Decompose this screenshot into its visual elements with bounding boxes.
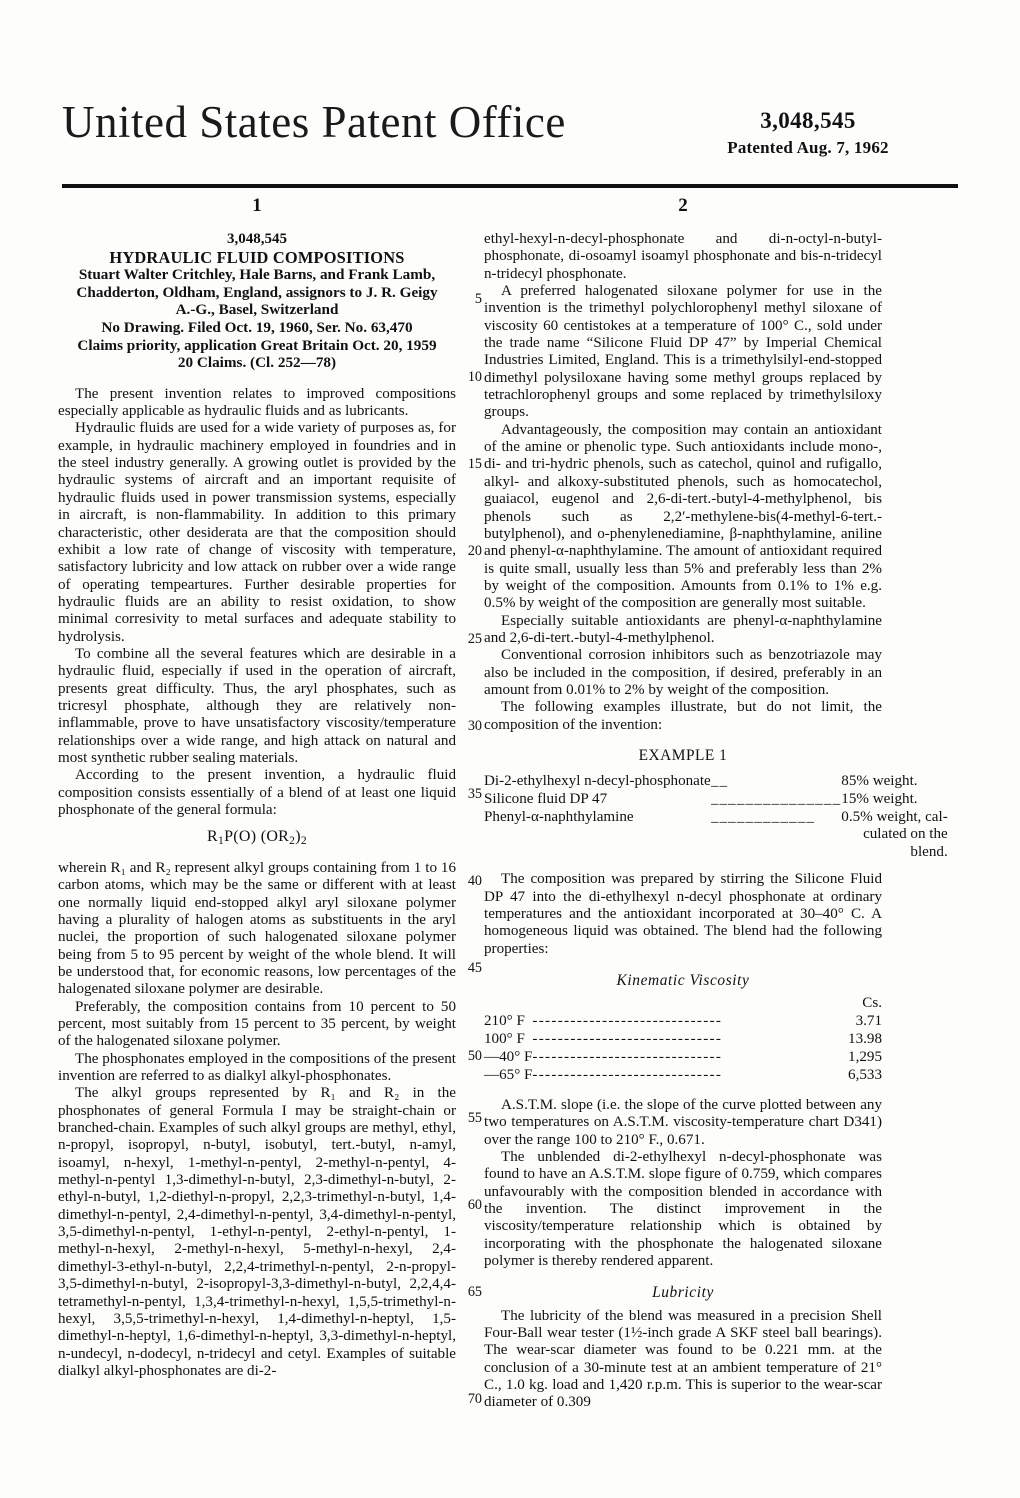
paragraph: Advantageously, the composition may contain an antioxidant of the amine or phenolic type. Such antioxidants include mono-, di- and tri-hydric phenols, such as catechol, quinol and rufigallo, alkyl- and alkoxy-substituted phenols, such as homocatechol, guaiacol, eugenol and 2,6-di-tert.-butyl-4-methylphenol, bis phenols such as 2,2′-methylene-bis(4-methyl-6-tert.-butylphenol), and o-phenylenediamine, β-naphthylamine, aniline and phenyl-α-naphthylamine. The amount of antioxidant required is quite small, usually less than 5% and preferably less than 2% by weight of the composition. Amounts from 0.1% to 1% e.g. 0.5% by weight of the composition are generally most suitable. xyxy=(484,421,882,612)
paragraph: The composition was prepared by stirring the Silicone Fluid DP 47 into the di-ethylhexyl n-decyl phosphonate at ordinary temperatures and the antioxidant incorporated at 30–40° C. A homogeneous liquid was obtained. The blend had the following properties: xyxy=(484,871,882,957)
line-number: 40 xyxy=(467,873,482,889)
leader-dashes: ------------------------------ xyxy=(532,1013,723,1030)
component-value: 15% weight. xyxy=(841,790,918,807)
kinematic-viscosity-heading: Kinematic Viscosity xyxy=(616,972,750,989)
paragraph: The lubricity of the blend was measured in a precision Shell Four-Ball wear tester (1½-inch grade A SKF steel ball bearings). The wear-scar diameter was found to be 0.221 mm. at the conclusion of a 30-minute test at an ambient temperature of 21° C., 1.0 kg. load and 1,420 r.p.m. This is superior to the wear-scar diameter of 0.309 xyxy=(484,1307,882,1411)
filing-info: No Drawing. Filed Oct. 19, 1960, Ser. No. 63,470 xyxy=(101,318,413,336)
leader-dots: _______________ xyxy=(710,790,842,807)
component-value: 0.5% weight, cal- xyxy=(841,808,948,825)
lubricity-heading: Lubricity xyxy=(652,1284,714,1302)
viscosity-value: 3.71 xyxy=(855,1013,882,1030)
line-number: 20 xyxy=(467,543,482,559)
line-number: 35 xyxy=(467,786,482,802)
patent-head-block xyxy=(58,231,456,372)
line-number: 25 xyxy=(467,631,482,647)
formula-close-sub: 2 xyxy=(300,835,307,848)
table-row xyxy=(484,1067,882,1085)
kinematic-viscosity-table xyxy=(484,995,882,1085)
viscosity-value: 6,533 xyxy=(848,1066,882,1083)
masthead xyxy=(62,97,958,176)
inventors-line-1: Stuart Walter Critchley, Hale Barns, and Frank Lamb, xyxy=(78,266,436,284)
formula-mid: P(O) (OR xyxy=(224,828,290,846)
temperature: 210° F xyxy=(484,1013,525,1030)
component-name: Silicone fluid DP 47 xyxy=(484,790,608,807)
paragraph: According to the present invention, a hydraulic fluid composition consists essentially of a blend of at least one liquid phosphonate of the general formula: xyxy=(58,767,456,818)
line-number: 70 xyxy=(467,1391,482,1407)
component-value-continuation: blend. xyxy=(910,843,948,860)
example-composition-table xyxy=(484,773,948,861)
formula-r1-sub: 1 xyxy=(218,835,225,848)
leader-dots: ____________ xyxy=(710,808,816,825)
leader-dashes: ------------------------------ xyxy=(532,1031,723,1048)
line-number: 50 xyxy=(467,1048,482,1064)
patent-title: HYDRAULIC FLUID COMPOSITIONS xyxy=(109,247,405,267)
line-number: 60 xyxy=(467,1197,482,1213)
inventors-line-2: Chadderton, Oldham, England, assignors to J. R. Geigy xyxy=(76,283,438,301)
chemical-formula xyxy=(58,828,456,851)
line-number: 55 xyxy=(467,1110,482,1126)
paragraph: The unblended di-2-ethylhexyl n-decyl-phosphonate was found to have an A.S.T.M. slope figure of 0.759, which compares unfavourably with the composition blended in accordance with the invention. The distinct improvement in the viscosity/temperature relationship which is obtained by incorporating with the phosphonate the halogenated siloxane polymer is thereby rendered apparent. xyxy=(484,1148,882,1269)
viscosity-unit-header: Cs. xyxy=(862,995,882,1012)
formula-r1: R xyxy=(207,828,219,846)
masthead-right-block xyxy=(658,108,958,158)
paragraph: Hydraulic fluids are used for a wide variety of purposes as, for example, in hydraulic machinery employed in foundries and in the steel industry generally. A growing outlet is provided by the hydraulic systems of aircraft and an important requisite of hydraulic fluids used in power transmission systems, especially in aircraft, is non-flammability. In addition to this primary characteristic, other desiderata are that the composition should exhibit a low rate of change of viscosity with temperature, satisfactory lubricity and low attack on rubber over a wide range of operating tempeartures. Further desirable properties for hydraulic fluids are an ability to resist oxidation, to show minimal corresivity to metal surfaces and adequate stability to hydrolysis. xyxy=(58,420,456,645)
table-row xyxy=(484,844,948,862)
table-row xyxy=(484,1013,882,1031)
leader-dashes: ------------------------------ xyxy=(532,1066,723,1083)
patent-number: 3,048,545 xyxy=(760,108,856,133)
line-number: 65 xyxy=(467,1284,482,1300)
component-value-continuation: culated on the xyxy=(863,826,948,843)
paragraph: wherein R₁ and R₂ represent alkyl groups containing from 1 to 16 carbon atoms, which may be the same or different with at least one normally liquid end-stopped alkyl aryl siloxane polymer having a plurality of halogen atoms as substituents in the aryl nuclei, the proportion of such halogenated siloxane polymer being from 5 to 95 percent by weight of the whole blend. It will be understood that, for economic reasons, low percentages of the halogenated siloxane polymer are desirable. xyxy=(58,859,456,998)
paragraph: Especially suitable antioxidants are phenyl-α-naphthylamine and 2,6-di-tert.-butyl-4-methylphenol. xyxy=(484,612,882,646)
masthead-divider xyxy=(62,184,958,188)
paragraph: The following examples illustrate, but do not limit, the composition of the invention: xyxy=(484,699,882,733)
table-row xyxy=(484,1049,882,1067)
table-row xyxy=(484,809,948,827)
component-name: Di-2-ethylhexyl n-decyl-phosphonate xyxy=(484,773,711,790)
line-number: 5 xyxy=(474,291,482,307)
paragraph: A.S.T.M. slope (i.e. the slope of the curve plotted between any two temperatures on A.S.T.M. viscosity-temperature chart D341) over the range 100 to 210° F., 0.671. xyxy=(484,1096,882,1148)
table-row xyxy=(484,773,948,791)
left-column xyxy=(58,196,456,1380)
paragraph: ethyl-hexyl-n-decyl-phosphonate and di-n-octyl-n-butyl-phosphonate, di-osoamyl isoamyl phosphonate and bis-n-tridecyl n-tridecyl phosphonate. xyxy=(484,231,882,282)
column-number-right: 2 xyxy=(678,195,688,216)
line-number: 30 xyxy=(467,718,482,734)
example-heading: EXAMPLE 1 xyxy=(638,746,728,764)
table-row xyxy=(484,826,948,844)
claims-info: 20 Claims. (Cl. 252—78) xyxy=(177,354,337,372)
right-column xyxy=(484,195,948,1412)
paragraph: The alkyl groups represented by R₁ and R₂ in the phosphonates of general Formula I may be straight-chain or branched-chain. Examples of such alkyl groups are methyl, ethyl, n-propyl, isopropyl, n-butyl, isobutyl, tert.-butyl, n-amyl, isoamyl, n-hexyl, 1-methyl-n-pentyl, 2-methyl-n-pentyl, 4-methyl-n-pentyl 1,3-dimethyl-n-butyl, 2,3-dimethyl-n-butyl, 2-ethyl-n-butyl, 1,2-diethyl-n-propyl, 2,2,3-trimethyl-n-butyl, 1,4-dimethyl-n-pentyl, 2,4-dimethyl-n-pentyl, 3,4-dimethyl-n-pentyl, 3,5-dimethyl-n-pentyl, 1-ethyl-n-pentyl, 2-ethyl-n-pentyl, 1-methyl-n-hexyl, 2-methyl-n-hexyl, 5-methyl-n-hexyl, 2,4-dimethyl-3-ethyl-n-butyl, 2,2,4-trimethyl-n-pentyl, 2-n-propyl-3,5-dimethyl-n-butyl, 2-isopropyl-3,3-dimethyl-n-butyl, 2,2,4,4-tetramethyl-n-pentyl, 1,3,4-trimethyl-n-hexyl, 1,5,5-trimethyl-n-hexyl, 3,5,5-trimethyl-n-hexyl, 1,4-dimethyl-n-heptyl, 1,5-dimethyl-n-heptyl, 1,6-dimethyl-n-heptyl, 3,3-dimethyl-n-heptyl, n-undecyl, n-dodecyl, n-tridecyl and cetyl. Examples of suitable dialkyl alkyl-phosphonates are di-2- xyxy=(58,1085,456,1379)
temperature: 100° F xyxy=(484,1031,525,1048)
paragraph: The phosphonates employed in the compositions of the present invention are referred to as dialkyl alkyl-phosphonates. xyxy=(58,1050,456,1085)
line-number: 45 xyxy=(467,960,482,976)
table-row xyxy=(484,1031,882,1049)
inventors-line-3: A.-G., Basel, Switzerland xyxy=(175,301,339,319)
leader-dots: __ xyxy=(710,773,729,790)
formula-close: ) xyxy=(295,828,301,846)
table-row xyxy=(484,791,948,809)
patent-office-title: United States Patent Office xyxy=(62,97,566,147)
leader-dashes: ------------------------------ xyxy=(532,1049,723,1066)
head-patent-number: 3,048,545 xyxy=(227,231,287,247)
paragraph: Preferably, the composition contains from 10 percent to 50 percent, most suitably from 15 percent to 35 percent, by weight of the halogenated siloxane polymer. xyxy=(58,998,456,1050)
temperature: —40° F xyxy=(484,1049,533,1066)
component-value: 85% weight. xyxy=(841,773,918,790)
column-number-left: 1 xyxy=(252,195,262,216)
line-number: 15 xyxy=(467,456,482,472)
patent-date: Patented Aug. 7, 1962 xyxy=(727,138,889,158)
viscosity-value: 13.98 xyxy=(848,1031,882,1048)
temperature: —65° F xyxy=(484,1066,533,1083)
line-number: 10 xyxy=(467,369,482,385)
priority-info: Claims priority, application Great Britain Oct. 20, 1959 xyxy=(77,336,437,354)
component-name: Phenyl-α-naphthylamine xyxy=(484,808,634,825)
formula-r2-sub: 2 xyxy=(289,835,296,848)
table-header-row xyxy=(484,995,882,1013)
viscosity-value: 1,295 xyxy=(848,1049,882,1066)
paragraph: A preferred halogenated siloxane polymer for use in the invention is the trimethyl polychlorophenyl methyl siloxane of viscosity 60 centistokes at a temperature of 100° C., sold under the trade name “Silicone Fluid DP 47” by Imperial Chemical Industries Limited, England. This is a trimethylsilyl-end-stopped dimethyl polysiloxane having some methyl groups replaced by tetrachlorophenyl groups and some replaced by trimethylsiloxy groups. xyxy=(484,283,882,421)
paragraph: The present invention relates to improved compositions especially applicable as hydraulic fluids and as lubricants. xyxy=(58,385,456,420)
paragraph: Conventional corrosion inhibitors such as benzotriazole may also be included in the composition, if desired, preferably in an amount from 0.01% to 2% by weight of the composition. xyxy=(484,647,882,698)
paragraph: To combine all the several features which are desirable in a hydraulic fluid, especially if used in the operation of aircraft, presents great difficulty. Thus, the aryl phosphates, such as tricresyl phosphate, although they are relatively non-inflammable, prove to have unsatisfactory viscosity/temperature relationships over a wide range, and high attack on natural and most synthetic rubber sealing materials. xyxy=(58,645,456,766)
